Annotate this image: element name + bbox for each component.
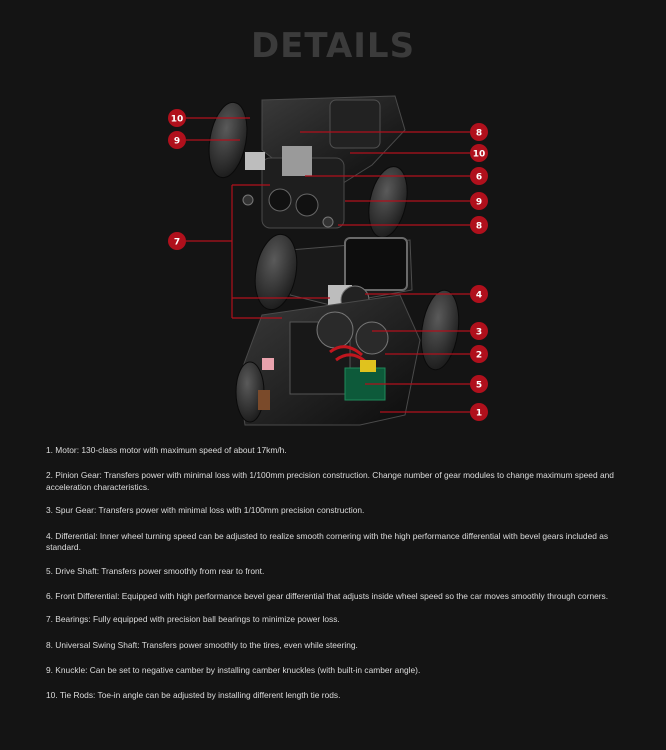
callout-badge-right-4 bbox=[470, 285, 488, 303]
svg-text:7: 7 bbox=[173, 237, 181, 248]
svg-text:9: 9 bbox=[475, 197, 483, 208]
callout-badge-right-5 bbox=[470, 375, 488, 393]
front-right-tire bbox=[363, 163, 413, 241]
detail-item-differential: 4. Differential: Inner wheel turning speed can be adjusted to realize smooth cornering with the high performance differential with bevel gears included as standard. bbox=[46, 530, 609, 553]
detail-item-motor: 1. Motor: 130-class motor with maximum speed of about 17km/h. bbox=[46, 445, 287, 455]
svg-text:4: 4 bbox=[475, 290, 483, 301]
svg-text:2: 2 bbox=[475, 350, 483, 361]
callout-badge-right-1 bbox=[470, 403, 488, 421]
callout-badge-right-9 bbox=[470, 192, 488, 210]
svg-text:6: 6 bbox=[475, 172, 483, 183]
callout-badge-right-3 bbox=[470, 322, 488, 340]
svg-text:8: 8 bbox=[475, 128, 483, 139]
svg-text:8: 8 bbox=[475, 221, 483, 232]
detail-item-knuckle: 9. Knuckle: Can be set to negative camber by installing camber knuckles (with built-in camber angle). bbox=[46, 664, 421, 675]
callout-badge-left-10 bbox=[168, 109, 186, 127]
chassis-diagram bbox=[0, 90, 666, 435]
rear-left-tire bbox=[250, 231, 303, 313]
page-title: DETAILS bbox=[250, 26, 416, 66]
callout-badge-right-6 bbox=[470, 167, 488, 185]
detail-item-drive-shaft: 5. Drive Shaft: Transfers power smoothly from rear to front. bbox=[46, 565, 265, 576]
detail-item-front-differential: 6. Front Differential: Equipped with high performance bevel gear differential that adjusts inside wheel speed so the car moves smoothly through corners. bbox=[46, 590, 609, 601]
detail-item-tie-rods: 10. Tie Rods: Toe-in angle can be adjusted by installing different length tie rods. bbox=[46, 690, 341, 701]
callout-badge-left-7 bbox=[168, 232, 186, 250]
detail-item-pinion-gear: 2. Pinion Gear: Transfers power with minimal loss with 1/100mm precision construction. Change number of gear modules to change maximum speed and acceleration characteristics. bbox=[46, 470, 614, 492]
rear-right-tire bbox=[417, 288, 464, 372]
svg-text:1: 1 bbox=[475, 408, 483, 419]
detail-item-bearings: 7. Bearings: Fully equipped with precision ball bearings to minimize power loss. bbox=[46, 614, 340, 625]
detail-item-universal-swing-shaft: 8. Universal Swing Shaft: Transfers power smoothly to the tires, even while steering. bbox=[46, 639, 358, 650]
callout-badge-left-9 bbox=[168, 131, 186, 149]
svg-text:10: 10 bbox=[472, 149, 486, 160]
chassis-illustration bbox=[204, 96, 464, 425]
svg-text:5: 5 bbox=[475, 380, 483, 391]
callout-badge-right-10 bbox=[470, 144, 488, 162]
detail-item-spur-gear: 3. Spur Gear: Transfers power with minimal loss with 1/100mm precision construction. bbox=[46, 505, 365, 516]
callout-badge-right-8a bbox=[470, 123, 488, 141]
svg-text:3: 3 bbox=[475, 327, 483, 338]
callout-badge-right-2 bbox=[470, 345, 488, 363]
svg-text:9: 9 bbox=[173, 136, 181, 147]
callout-badge-right-8b bbox=[470, 216, 488, 234]
svg-text:10: 10 bbox=[170, 114, 184, 125]
details-list bbox=[46, 445, 626, 716]
